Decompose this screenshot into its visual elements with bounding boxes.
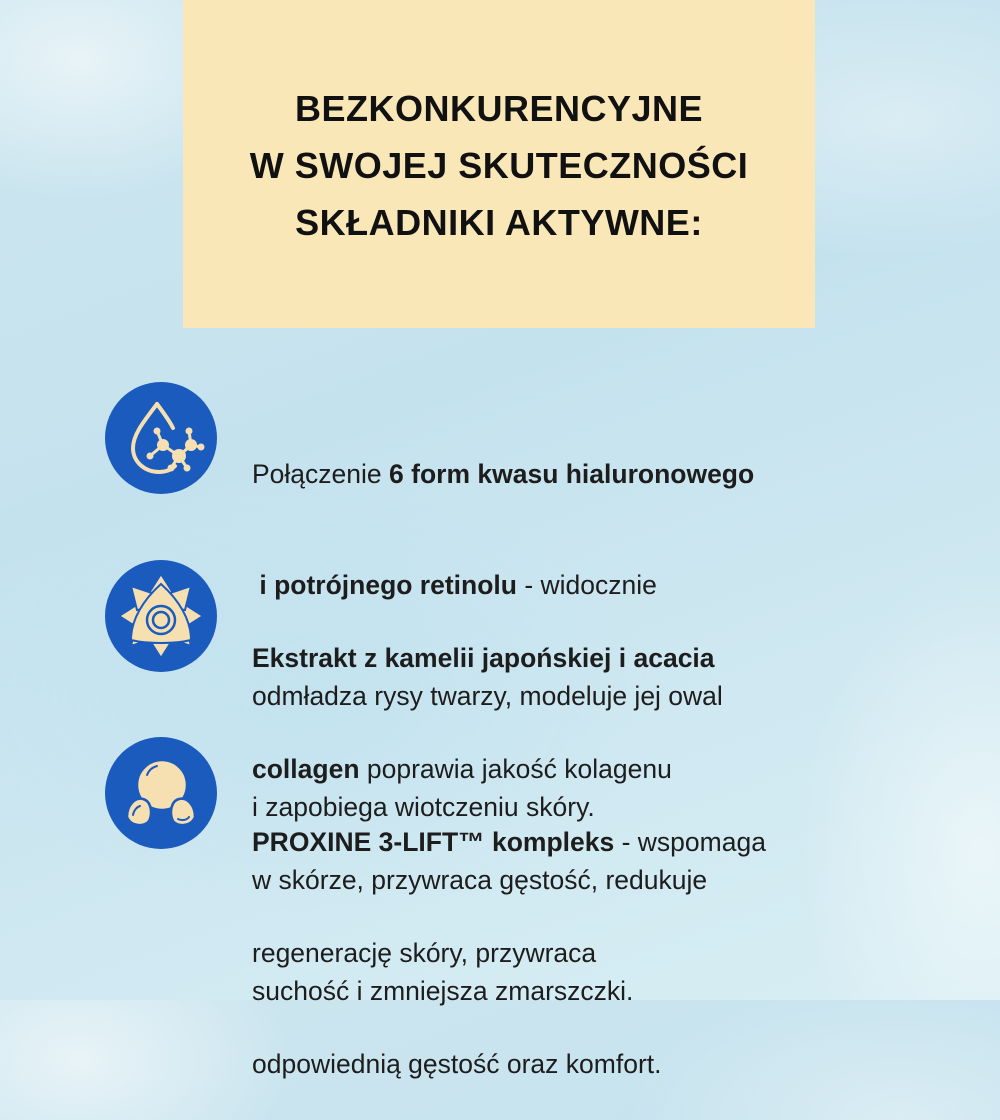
text-bold: collagen [252, 754, 360, 784]
item-line [252, 824, 766, 861]
text-bold: i potrójnego retinolu [252, 570, 517, 600]
item-line: regenerację skóry, przywraca [252, 938, 597, 968]
text-bold: PROXINE 3-LIFT™ kompleks [252, 827, 615, 857]
text-bold: 6 form kwasu hialuronowego [389, 459, 755, 489]
title-line: BEZKONKURENCYJNE [294, 88, 704, 129]
text-regular: - wspomaga [614, 827, 766, 857]
hyaluronic-drop-molecule-icon [105, 382, 217, 494]
text-regular: poprawia jakość kolagenu [359, 754, 672, 784]
ingredient-item-proxine [252, 750, 766, 1120]
item-line [252, 456, 754, 493]
item-line: odmładza rysy twarzy, modeluje jej owal [252, 681, 723, 711]
item-line: suchość i zmniejsza zmarszczki. [252, 976, 634, 1006]
item-line [252, 640, 715, 677]
title-panel [183, 0, 815, 328]
item-line: odpowiednią gęstość oraz komfort. [252, 1049, 662, 1079]
text-bold: Ekstrakt z kamelii japońskiej i acacia [252, 643, 715, 673]
lotus-flower-icon [105, 560, 217, 672]
bubbles-icon [105, 737, 217, 849]
page-title [183, 80, 815, 251]
text-regular: Połączenie [252, 459, 390, 489]
title-line: SKŁADNIKI AKTYWNE: [295, 202, 703, 243]
text-regular: - widocznie [516, 570, 657, 600]
item-line: w skórze, przywraca gęstość, redukuje [252, 865, 708, 895]
item-line: i zapobiega wiotczeniu skóry. [252, 792, 595, 822]
title-line: W SWOJEJ SKUTECZNOŚCI [249, 145, 749, 186]
